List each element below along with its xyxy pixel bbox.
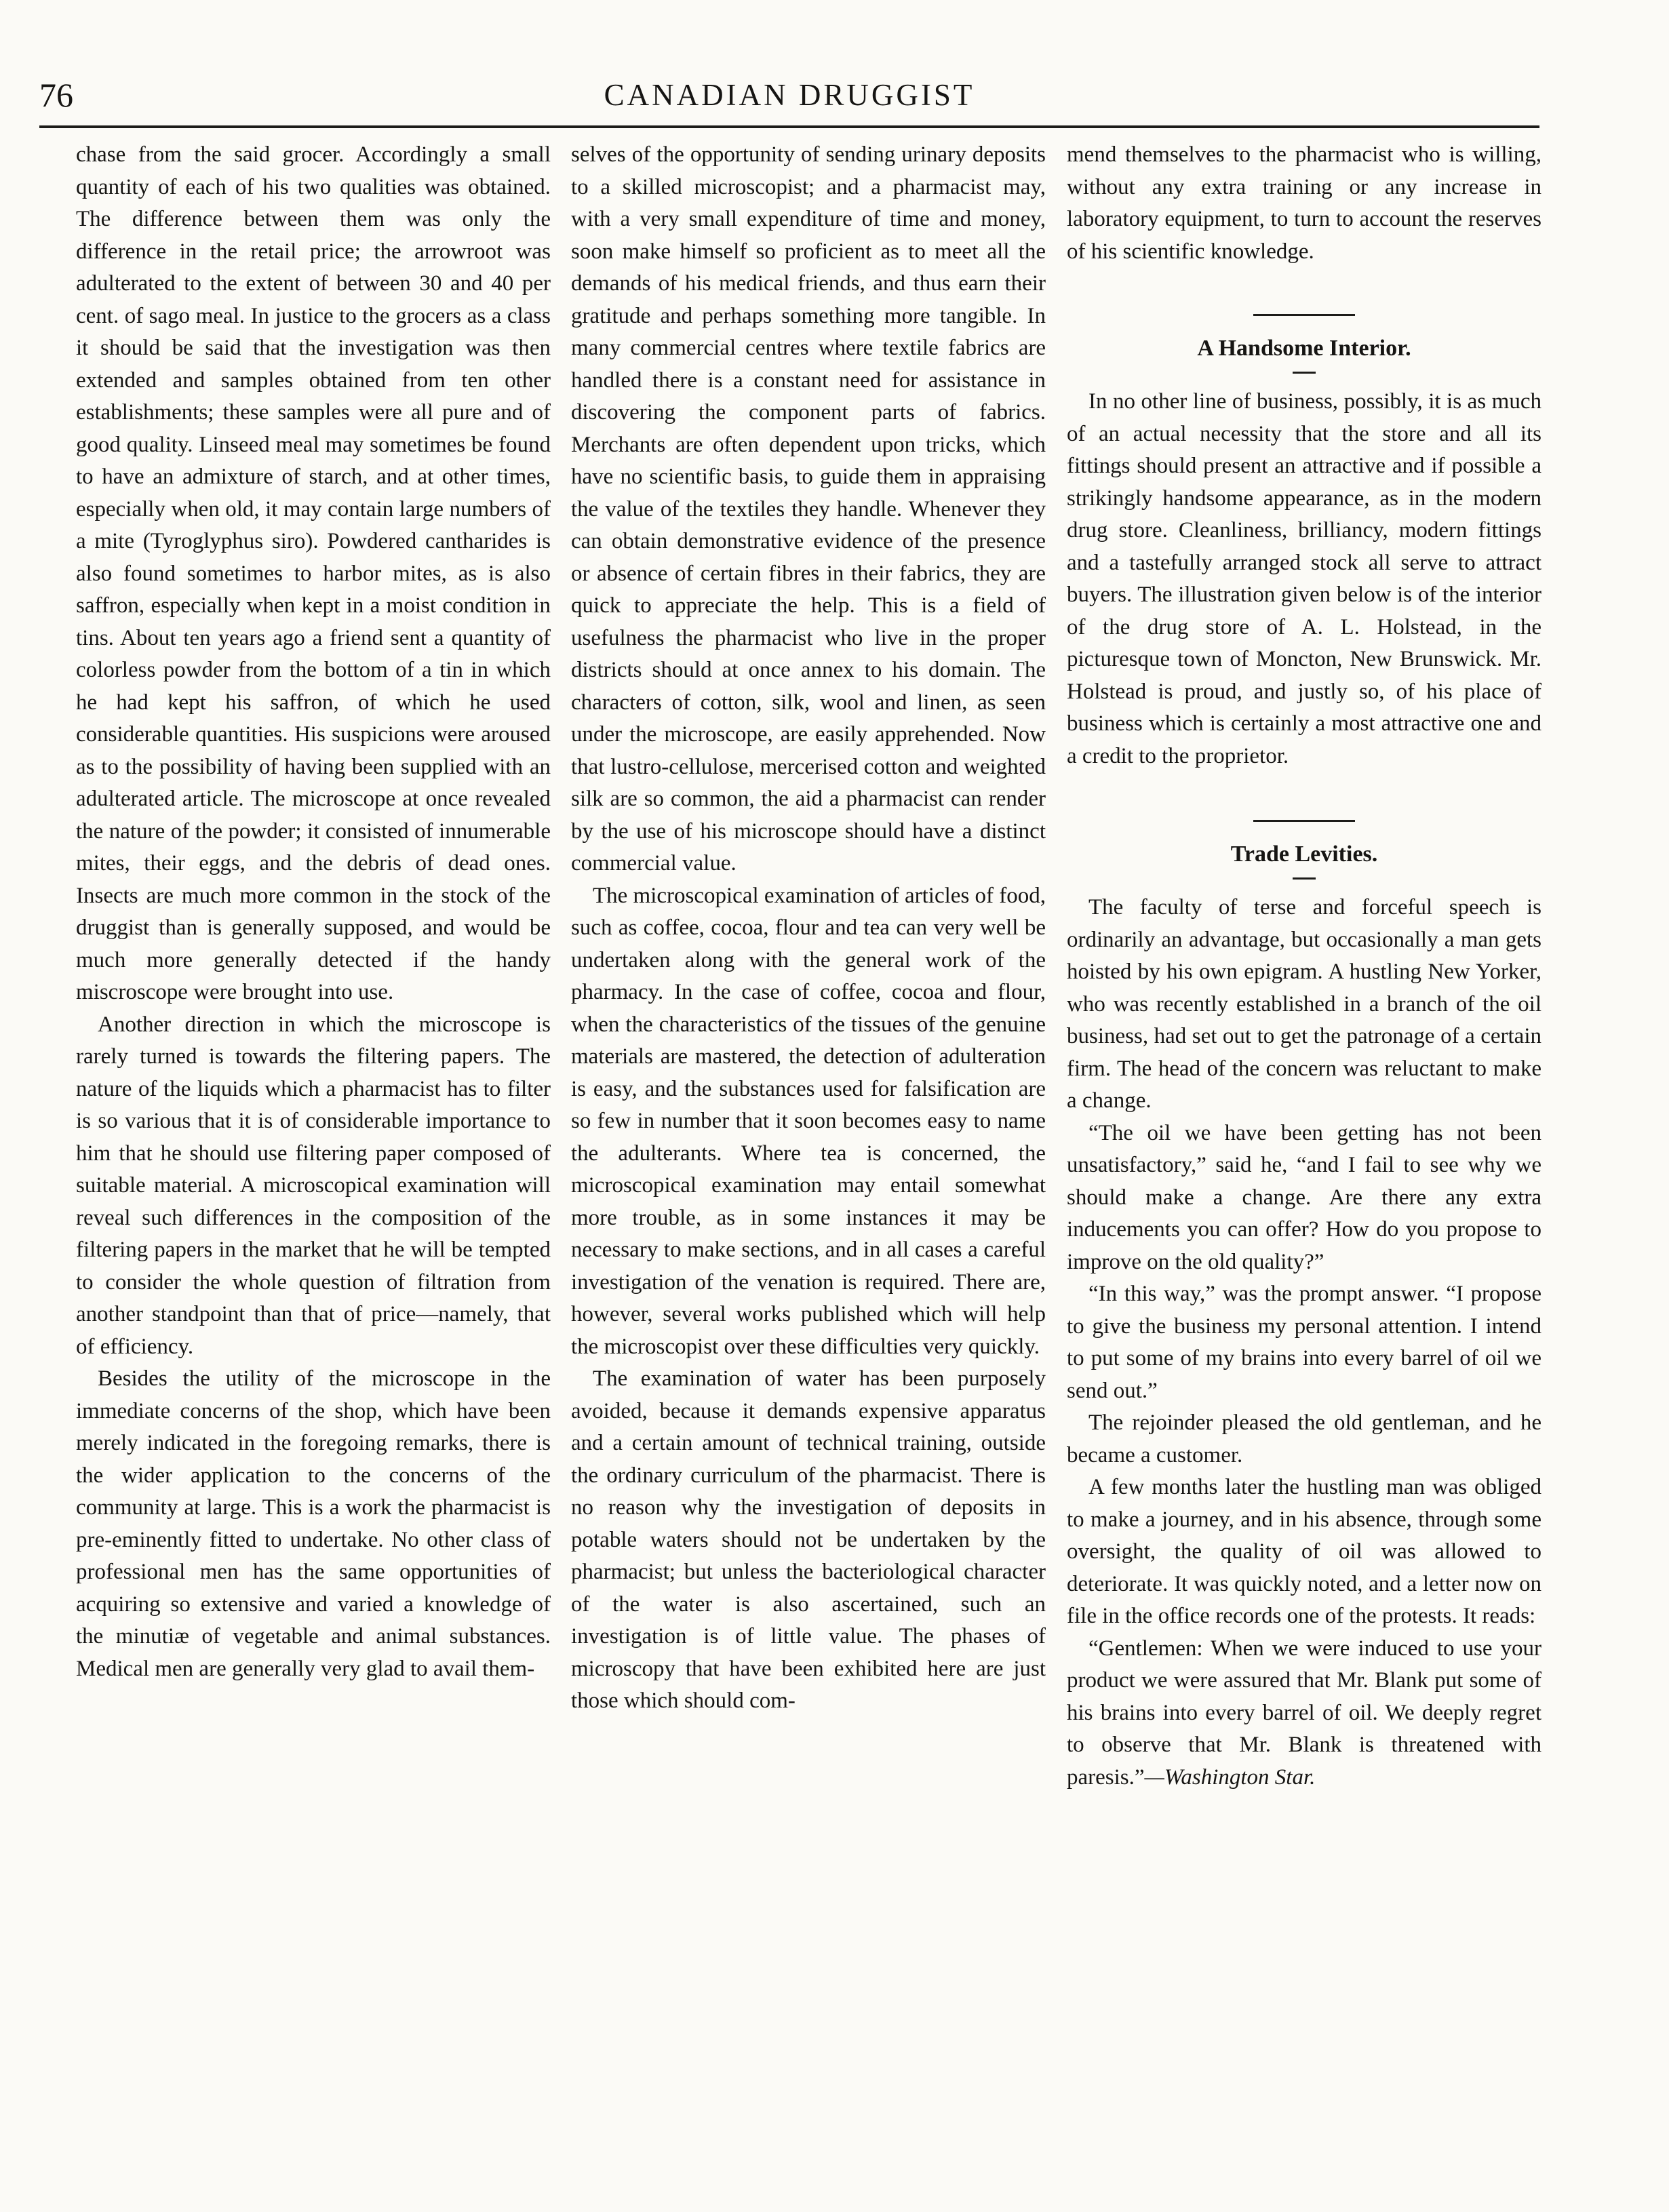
header-rule	[39, 125, 1539, 128]
paragraph: “In this way,” was the prompt answer. “I propose to give the business my personal attention. I intend to put some of my brains into every barrel of oil we send out.”	[1067, 1282, 1542, 1403]
paragraph: Another direction in which the microscope is rarely turned is towards the filtering papers. The nature of the liquids which a pharmacist has to filter is so various that it is of considerable importance to him that he should use filtering paper composed of suitable material. A microscopical examination will reveal such differences in the composition of the filtering papers in the market that he will be tempted to consider the whole question of filtration from another standpoint than that of price—namely, that of efficiency.	[76, 1012, 551, 1359]
paragraph: The examination of water has been purposely avoided, because it demands expensive apparatus and a certain amount of technical training, outside the ordinary curriculum of the pharmacist. There is no reason why the investigation of deposits in potable waters should not be undertaken by the pharmacist; but unless the bacteriological character of the water is also ascertained, such an investigation is of little value. The phases of microscopy that have been exhibited here are just those which should com-	[571, 1366, 1046, 1713]
title-dash	[1293, 372, 1316, 374]
page-header	[39, 75, 1539, 123]
quoted-letter: “Gentlemen: When we were induced to use your product we were assured that Mr. Blank put some of his brains into every barrel of oil. We deeply regret to observe that Mr. Blank is threatened with paresis.”	[1067, 1636, 1542, 1790]
journal-title: CANADIAN DRUGGIST	[604, 78, 975, 112]
paragraph: In no other line of business, possibly, it is as much of an actual necessity that the store and all its fittings should present an attractive and if possible a strikingly handsome appearance, as in the modern drug store. Cleanliness, brilliancy, modern fittings and a tastefully arranged stock all serve to attract buyers. The illustration given below is of the interior of the drug store of A. L. Holstead, in the picturesque town of Moncton, New Brunswick. Mr. Holstead is proud, and justly so, of his place of business which is certainly a most attractive one and a credit to the proprietor.	[1067, 389, 1542, 768]
paragraph	[1067, 1633, 1542, 1794]
column-2	[571, 139, 1046, 1718]
paragraph: The microscopical examination of articles of food, such as coffee, cocoa, flour and tea can very well be undertaken along with the general work of the pharmacy. In the case of coffee, cocoa and flour, when the characteristics of the tissues of the genuine materials are mastered, the detection of adulteration is easy, and the substances used for falsification are so few in number that it soon becomes easy to name the adulterants. Where tea is concerned, the microscopical examination may entail somewhat more trouble, as in some instances it may be necessary to make sections, and in all cases a careful investigation of the venation is required. There are, however, several works published which will help the microscopist over these difficulties very quickly.	[571, 883, 1046, 1359]
article-title-trade-levities: Trade Levities.	[1230, 842, 1378, 867]
section-rule	[1253, 314, 1355, 316]
paragraph: “The oil we have been getting has not been unsatisfactory,” said he, “and I fail to see why we should make a change. Are there any extra inducements you can offer? How do you propose to improve on the old quality?”	[1067, 1120, 1542, 1274]
paragraph: A few months later the hustling man was obliged to make a journey, and in his absence, through some oversight, the quality of oil was allowed to deteriorate. It was quickly noted, and a letter now on file in the office records one of the protests. It reads:	[1067, 1475, 1542, 1628]
title-dash	[1293, 877, 1316, 880]
section-rule	[1253, 820, 1355, 822]
paragraph: mend themselves to the pharmacist who is willing, without any extra training or any increase in laboratory equipment, to turn to account the reserves of his scientific knowledge.	[1067, 142, 1542, 264]
paragraph: The faculty of terse and forceful speech is ordinarily an advantage, but occasionally a man gets hoisted by his own epigram. A hustling New Yorker, who was recently established in a branch of the oil business, had set out to get the patronage of a certain firm. The head of the concern was reluctant to make a change.	[1067, 895, 1542, 1113]
signoff: —Washington Star.	[1144, 1764, 1316, 1790]
paragraph: The rejoinder pleased the old gentleman, and he became a customer.	[1067, 1410, 1542, 1467]
paragraph: chase from the said grocer. Accordingly a small quantity of each of his two qualities was obtained. The difference between them was only the difference in the retail price; the arrowroot was adulterated to the extent of between 30 and 40 per cent. of sago meal. In justice to the grocers as a class it should be said that the investigation was then extended and samples obtained from ten other establishments; these samples were all pure and of good quality. Linseed meal may sometimes be found to have an admixture of starch, and at other times, especially when old, it may contain large numbers of a mite (Tyroglyphus siro). Powdered cantharides is also found sometimes to harbor mites, as is also saffron, especially when kept in a moist condition in tins. About ten years ago a friend sent a quantity of colorless powder from the bottom of a tin in which he had kept his saffron, of which he used considerable quantities. His suspicions were aroused as to the possibility of having been supplied with an adulterated article. The microscope at once revealed the nature of the powder; it consisted of innumerable mites, their eggs, and the debris of dead ones. Insects are much more common in the stock of the druggist than is generally supposed, and would be much more generally detected if the handy miscroscope were brought into use.	[76, 142, 551, 1004]
paragraph: selves of the opportunity of sending urinary deposits to a skilled microscopist; and a pharmacist may, with a very small expenditure of time and money, soon make himself so proficient as to meet all the demands of his medical friends, and thus earn their gratitude and perhaps something more tangible. In many commercial centres where textile fabrics are handled there is a constant need for assistance in discovering the component parts of fabrics. Merchants are often dependent upon tricks, which have no scientific basis, to guide them in appraising the value of the textiles they handle. Whenever they can obtain demonstrative evidence of the presence or absence of certain fibres in their fabrics, they are quick to appreciate the help. This is a field of usefulness the pharmacist who live in the proper districts should at once annex to his domain. The characters of cotton, silk, wool and linen, as seen under the microscope, are easily apprehended. Now that lustro-cellulose, mercerised cotton and weighted silk are so common, the aid a pharmacist can render by the use of his microscope should have a distinct commercial value.	[571, 142, 1046, 875]
paragraph: Besides the utility of the microscope in the immediate concerns of the shop, which have been merely indicated in the foregoing remarks, there is the wider application to the concerns of the community at large. This is a work the pharmacist is pre-eminently fitted to undertake. No other class of professional men has the same opportunities of acquiring so extensive and varied a knowledge of the minutiæ of vegetable and animal substances. Medical men are generally very glad to avail them-	[76, 1366, 551, 1681]
page-number: 76	[39, 76, 73, 114]
column-3	[1067, 139, 1542, 1794]
column-1	[76, 139, 551, 1685]
article-title-handsome-interior: A Handsome Interior.	[1197, 336, 1411, 361]
